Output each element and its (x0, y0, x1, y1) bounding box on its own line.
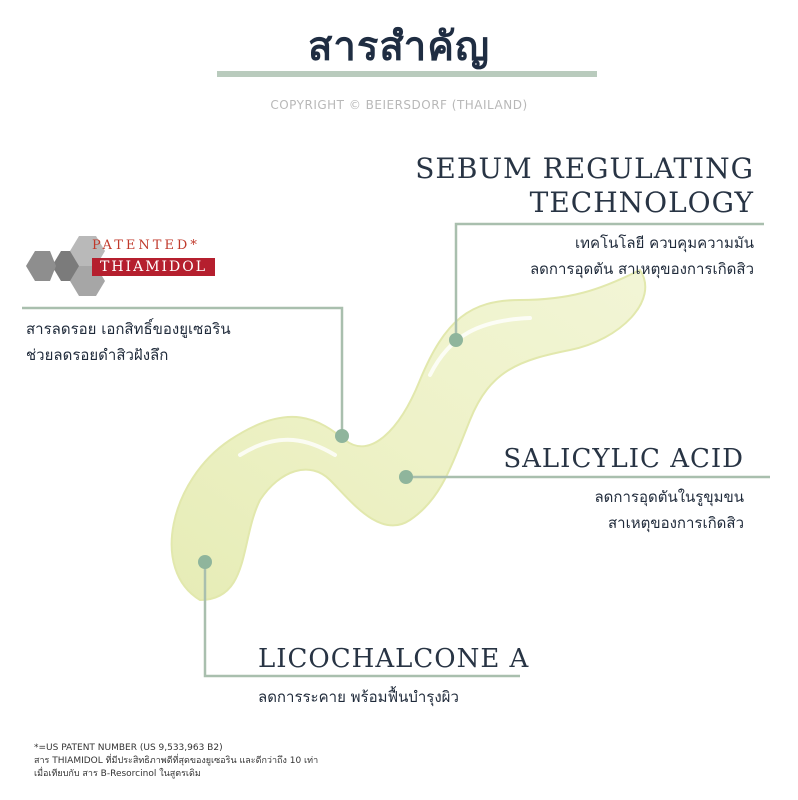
licochalcone-description: ลดการระคาย พร้อมฟื้นบำรุงผิว (258, 688, 459, 706)
thiamidol-description (26, 316, 231, 368)
sebum-heading-line2: TECHNOLOGY (529, 186, 754, 219)
salicylic-dot (399, 470, 413, 484)
copyright-text: COPYRIGHT © BEIERSDORF (THAILAND) (270, 98, 528, 112)
sebum-description-line2: ลดการอุดตัน สาเหตุของการเกิดสิว (529, 260, 754, 278)
footnote-line2: สาร THIAMIDOL ที่มีประสิทธิภาพดีที่สุดของยูเซอริน และดีกว่าถึง 10 เท่า (34, 756, 319, 766)
footnote-line3: เมื่อเทียบกับ สาร B-Resorcinol ในสูตรเดิม (34, 769, 201, 779)
salicylic-heading: SALICYLIC ACID (503, 444, 744, 474)
page-title: สารสำคัญ (307, 24, 491, 70)
salicylic-description-line2: สาเหตุของการเกิดสิว (607, 514, 744, 532)
patent-badge (92, 238, 215, 275)
salicylic-description-line1: ลดการอุดตันในรูขุมขน (594, 488, 744, 506)
title-underline (217, 71, 597, 77)
salicylic-description (594, 484, 744, 536)
thiamidol-dot (335, 429, 349, 443)
thiamidol-description-line1: สารลดรอย เอกสิทธิ์ของยูเซอริน (26, 320, 231, 338)
footnote (34, 742, 318, 781)
thiamidol-description-line2: ช่วยลดรอยดำสิวฝังลึก (26, 346, 169, 364)
gel-swirl (172, 270, 646, 600)
licochalcone-dot (198, 555, 212, 569)
sebum-heading-line1: SEBUM REGULATING (415, 152, 754, 185)
licochalcone-heading: LICOCHALCONE A (258, 644, 530, 674)
footnote-line1: *=US PATENT NUMBER (US 9,533,963 B2) (34, 743, 223, 753)
sebum-dot (449, 333, 463, 347)
sebum-description-line1: เทคโนโลยี ควบคุมความมัน (575, 234, 754, 252)
patent-badge-top-label: PATENTED* (92, 238, 200, 253)
patent-badge-bottom-label: THIAMIDOL (92, 258, 215, 276)
sebum-description (530, 230, 754, 282)
